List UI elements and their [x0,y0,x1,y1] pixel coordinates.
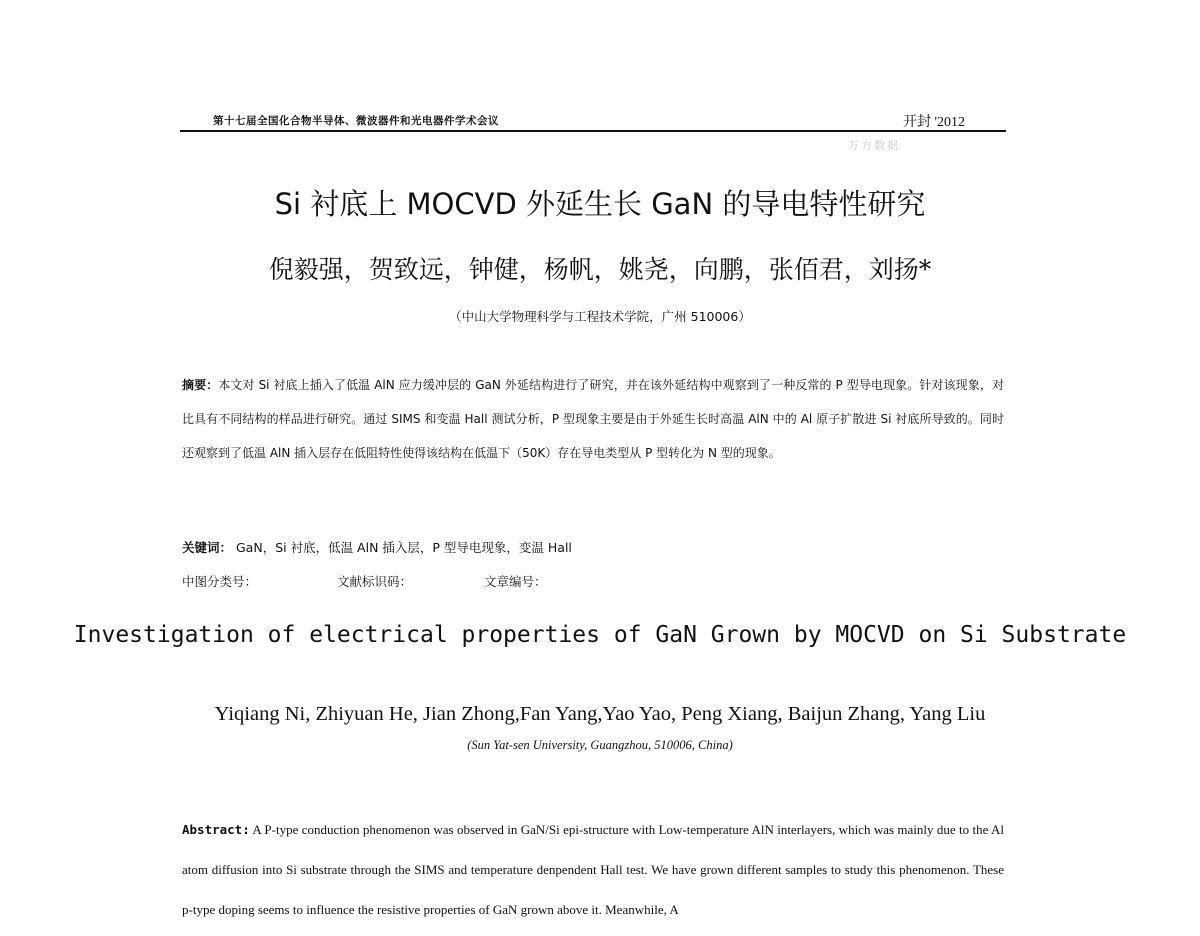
article-number-label: 文章编号： [484,574,547,589]
affiliation-chinese: （中山大学物理科学与工程技术学院，广州 510006） [449,309,751,324]
abstract-chinese-label: 摘要： [182,378,219,392]
keywords-chinese-label: 关键词： [182,540,233,555]
header-rule [180,130,1006,132]
authors-chinese: 倪毅强，贺致远，钟健，杨帆，姚尧，向鹏，张佰君，刘扬* [268,255,932,284]
abstract-english-label: Abstract: [182,822,250,837]
abstract-chinese-text: 本文对 Si 衬底上插入了低温 AlN 应力缓冲层的 GaN 外延结构进行了研究，并在该外延结构中观察到了一种反常的 P 型导电现象。针对该现象，对比具有不同结构的样品进行研究。通过 SIMS 和变温 Hall 测试分析，P 型现象主要是由于外延生长时高温 AlN 中的 Al 原子扩散进 Si 衬底所导致的。同时还观察到了低温 AlN 插入层存在低阻特性使得该结构在低温下（50K）存在导电类型从 P 型转化为 N 型的现象。 [182,378,1004,460]
keywords-chinese [182,538,572,556]
document-code-label: 文献标识码： [337,574,413,589]
affiliation-english: (Sun Yat-sen University, Guangzhou, 510006, China) [467,738,733,752]
abstract-chinese [182,368,1004,470]
title-english: Investigation of electrical properties of GaN Grown by MOCVD on Si Substrate [73,622,1127,648]
watermark: 万方数据 [848,139,900,152]
keywords-chinese-text: GaN，Si 衬底，低温 AlN 插入层，P 型导电现象，变温 Hall [236,540,572,555]
clc-number-label: 中图分类号： [182,574,258,589]
abstract-english [182,810,1004,930]
running-header-location-year: 开封 '2012 [903,115,966,130]
abstract-english-text: A P-type conduction phenomenon was observed in GaN/Si epi-structure with Low-temperature AlN interlayers, which was mainly due to the Al atom diffusion into Si substrate through the SIMS and temperature denpendent Hall test. We have grown different samples to study this phenomenon. These p-type doping seems to influence the resistive properties of GaN grown above it. Meanwhile, A [182,822,1004,917]
authors-english: Yiqiang Ni, Zhiyuan He, Jian Zhong,Fan Yang,Yao Yao, Peng Xiang, Baijun Zhang, Yang Liu [214,703,986,725]
title-chinese: Si 衬底上 MOCVD 外延生长 GaN 的导电特性研究 [274,187,926,221]
running-header-conference: 第十七届全国化合物半导体、微波器件和光电器件学术会议 [213,115,499,127]
